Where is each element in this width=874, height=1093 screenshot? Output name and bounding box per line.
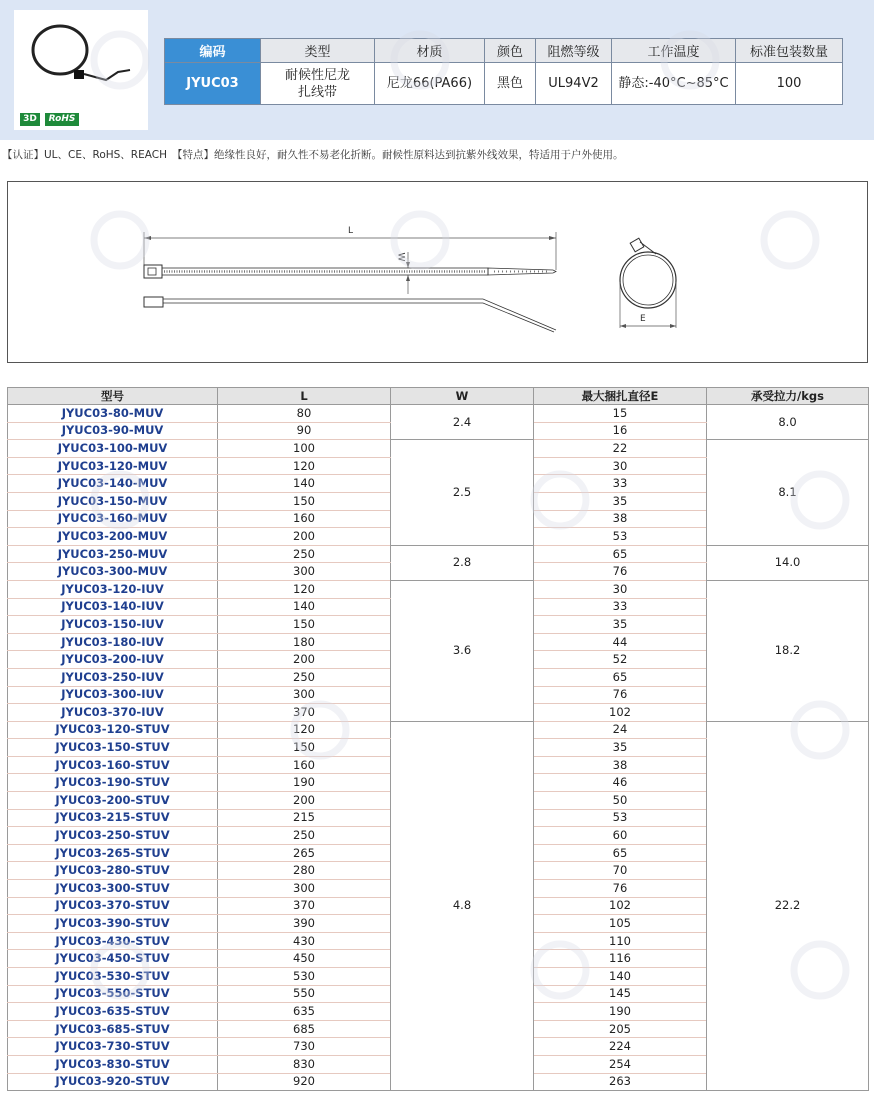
max-diameter-cell: 110 — [534, 932, 707, 950]
max-diameter-cell: 44 — [534, 633, 707, 651]
length-cell: 250 — [218, 668, 391, 686]
max-diameter-cell: 30 — [534, 580, 707, 598]
max-diameter-cell: 105 — [534, 915, 707, 933]
max-diameter-cell: 30 — [534, 457, 707, 475]
max-diameter-cell: 50 — [534, 792, 707, 810]
max-diameter-cell: 52 — [534, 651, 707, 669]
model-cell: JYUC03-100-MUV — [8, 440, 218, 458]
length-cell: 80 — [218, 405, 391, 423]
length-cell: 215 — [218, 809, 391, 827]
length-cell: 140 — [218, 475, 391, 493]
model-cell: JYUC03-265-STUV — [8, 844, 218, 862]
model-cell: JYUC03-90-MUV — [8, 422, 218, 440]
max-diameter-cell: 65 — [534, 844, 707, 862]
header-tensile-force: 承受拉力/kgs — [707, 388, 869, 405]
max-diameter-cell: 53 — [534, 809, 707, 827]
max-diameter-cell: 35 — [534, 739, 707, 757]
spec-header-type: 类型 — [261, 39, 375, 63]
spec-header-package-qty: 标准包装数量 — [736, 39, 843, 63]
rohs-badge: RoHS — [45, 113, 79, 126]
3d-badge: 3D — [20, 113, 40, 126]
model-cell: JYUC03-685-STUV — [8, 1020, 218, 1038]
length-cell: 120 — [218, 580, 391, 598]
max-diameter-cell: 38 — [534, 510, 707, 528]
model-cell: JYUC03-920-STUV — [8, 1073, 218, 1091]
product-header — [0, 0, 874, 140]
max-diameter-cell: 116 — [534, 950, 707, 968]
max-diameter-cell: 24 — [534, 721, 707, 739]
model-cell: JYUC03-160-STUV — [8, 756, 218, 774]
model-table-header — [8, 388, 869, 405]
max-diameter-cell: 15 — [534, 405, 707, 423]
max-diameter-cell: 33 — [534, 475, 707, 493]
cable-tie-drawing — [8, 182, 868, 363]
length-cell: 550 — [218, 985, 391, 1003]
length-cell: 300 — [218, 880, 391, 898]
model-cell: JYUC03-550-STUV — [8, 985, 218, 1003]
spec-header-code: 编码 — [165, 39, 261, 63]
cable-tie-loop-image — [14, 10, 148, 130]
model-cell: JYUC03-280-STUV — [8, 862, 218, 880]
model-table-body — [8, 405, 869, 1091]
model-cell: JYUC03-120-STUV — [8, 721, 218, 739]
length-cell: 150 — [218, 492, 391, 510]
length-cell: 190 — [218, 774, 391, 792]
spec-type: 耐候性尼龙扎线带 — [261, 63, 375, 105]
max-diameter-cell: 65 — [534, 545, 707, 563]
model-cell: JYUC03-300-IUV — [8, 686, 218, 704]
table-row — [8, 721, 869, 739]
max-diameter-cell: 76 — [534, 880, 707, 898]
length-cell: 300 — [218, 686, 391, 704]
model-cell: JYUC03-160-MUV — [8, 510, 218, 528]
length-cell: 120 — [218, 457, 391, 475]
table-row — [8, 405, 869, 423]
max-diameter-cell: 263 — [534, 1073, 707, 1091]
model-cell: JYUC03-215-STUV — [8, 809, 218, 827]
model-cell: JYUC03-150-IUV — [8, 616, 218, 634]
length-cell: 200 — [218, 528, 391, 546]
max-diameter-cell: 16 — [534, 422, 707, 440]
tensile-force-cell: 22.2 — [707, 721, 869, 1090]
max-diameter-cell: 76 — [534, 563, 707, 581]
spec-value-row — [165, 63, 843, 105]
model-cell: JYUC03-180-IUV — [8, 633, 218, 651]
max-diameter-cell: 33 — [534, 598, 707, 616]
table-row — [8, 440, 869, 458]
max-diameter-cell: 254 — [534, 1055, 707, 1073]
length-cell: 265 — [218, 844, 391, 862]
spec-header-color: 颜色 — [485, 39, 536, 63]
model-cell: JYUC03-140-IUV — [8, 598, 218, 616]
model-cell: JYUC03-390-STUV — [8, 915, 218, 933]
tensile-force-cell: 18.2 — [707, 580, 869, 721]
model-cell: JYUC03-450-STUV — [8, 950, 218, 968]
model-cell: JYUC03-300-STUV — [8, 880, 218, 898]
spec-header-material: 材质 — [375, 39, 485, 63]
spec-flame-rating: UL94V2 — [536, 63, 612, 105]
model-table — [7, 387, 869, 1091]
spec-code: JYUC03 — [165, 63, 261, 105]
tensile-force-cell: 8.1 — [707, 440, 869, 546]
max-diameter-cell: 35 — [534, 616, 707, 634]
max-diameter-cell: 53 — [534, 528, 707, 546]
width-cell: 4.8 — [391, 721, 534, 1090]
length-cell: 730 — [218, 1038, 391, 1056]
length-cell: 370 — [218, 704, 391, 722]
tensile-force-cell: 8.0 — [707, 405, 869, 440]
max-diameter-cell: 102 — [534, 897, 707, 915]
length-cell: 140 — [218, 598, 391, 616]
width-cell: 2.8 — [391, 545, 534, 580]
model-cell: JYUC03-250-MUV — [8, 545, 218, 563]
spec-color: 黑色 — [485, 63, 536, 105]
model-cell: JYUC03-120-IUV — [8, 580, 218, 598]
product-image — [14, 10, 148, 130]
length-cell: 530 — [218, 968, 391, 986]
table-row — [8, 580, 869, 598]
max-diameter-cell: 224 — [534, 1038, 707, 1056]
model-cell: JYUC03-635-STUV — [8, 1003, 218, 1021]
length-cell: 370 — [218, 897, 391, 915]
length-cell: 200 — [218, 651, 391, 669]
model-cell: JYUC03-140-MUV — [8, 475, 218, 493]
length-cell: 250 — [218, 545, 391, 563]
length-cell: 390 — [218, 915, 391, 933]
length-cell: 685 — [218, 1020, 391, 1038]
width-cell: 3.6 — [391, 580, 534, 721]
spec-header-temperature: 工作温度 — [612, 39, 736, 63]
model-cell: JYUC03-200-MUV — [8, 528, 218, 546]
model-cell: JYUC03-370-IUV — [8, 704, 218, 722]
model-cell: JYUC03-150-MUV — [8, 492, 218, 510]
model-cell: JYUC03-80-MUV — [8, 405, 218, 423]
max-diameter-cell: 140 — [534, 968, 707, 986]
width-cell: 2.5 — [391, 440, 534, 546]
model-cell: JYUC03-200-IUV — [8, 651, 218, 669]
model-cell: JYUC03-250-STUV — [8, 827, 218, 845]
model-cell: JYUC03-430-STUV — [8, 932, 218, 950]
certification-text: 【认证】UL、CE、RoHS、REACH — [2, 149, 167, 161]
tensile-force-cell: 14.0 — [707, 545, 869, 580]
header-width: W — [391, 388, 534, 405]
max-diameter-cell: 46 — [534, 774, 707, 792]
model-cell: JYUC03-370-STUV — [8, 897, 218, 915]
spec-package-qty: 100 — [736, 63, 843, 105]
model-cell: JYUC03-120-MUV — [8, 457, 218, 475]
length-cell: 250 — [218, 827, 391, 845]
model-cell: JYUC03-150-STUV — [8, 739, 218, 757]
spec-table — [164, 38, 843, 105]
dim-label-length: L — [348, 226, 354, 236]
width-cell: 2.4 — [391, 405, 534, 440]
max-diameter-cell: 70 — [534, 862, 707, 880]
length-cell: 280 — [218, 862, 391, 880]
length-cell: 160 — [218, 510, 391, 528]
length-cell: 430 — [218, 932, 391, 950]
spec-header-flame-rating: 阻燃等级 — [536, 39, 612, 63]
spec-material: 尼龙66(PA66) — [375, 63, 485, 105]
length-cell: 180 — [218, 633, 391, 651]
model-cell: JYUC03-300-MUV — [8, 563, 218, 581]
length-cell: 100 — [218, 440, 391, 458]
length-cell: 200 — [218, 792, 391, 810]
dim-label-width: W — [395, 252, 406, 262]
max-diameter-cell: 190 — [534, 1003, 707, 1021]
length-cell: 830 — [218, 1055, 391, 1073]
max-diameter-cell: 60 — [534, 827, 707, 845]
technical-drawing — [7, 181, 868, 363]
max-diameter-cell: 102 — [534, 704, 707, 722]
model-cell: JYUC03-250-IUV — [8, 668, 218, 686]
model-cell: JYUC03-190-STUV — [8, 774, 218, 792]
model-cell: JYUC03-200-STUV — [8, 792, 218, 810]
features-text: 【特点】绝缘性良好，耐久性不易老化折断。耐候性原料达到抗紫外线效果，特适用于户外使用。 — [172, 149, 624, 161]
model-cell: JYUC03-830-STUV — [8, 1055, 218, 1073]
length-cell: 635 — [218, 1003, 391, 1021]
length-cell: 160 — [218, 756, 391, 774]
header-model: 型号 — [8, 388, 218, 405]
header-max-diameter: 最大捆扎直径E — [534, 388, 707, 405]
length-cell: 920 — [218, 1073, 391, 1091]
length-cell: 300 — [218, 563, 391, 581]
max-diameter-cell: 76 — [534, 686, 707, 704]
spec-header-row — [165, 39, 843, 63]
max-diameter-cell: 145 — [534, 985, 707, 1003]
length-cell: 120 — [218, 721, 391, 739]
length-cell: 150 — [218, 616, 391, 634]
header-length: L — [218, 388, 391, 405]
model-cell: JYUC03-530-STUV — [8, 968, 218, 986]
spec-temperature: 静态:-40°C~85°C — [612, 63, 736, 105]
model-cell: JYUC03-730-STUV — [8, 1038, 218, 1056]
table-row — [8, 545, 869, 563]
max-diameter-cell: 35 — [534, 492, 707, 510]
max-diameter-cell: 205 — [534, 1020, 707, 1038]
length-cell: 150 — [218, 739, 391, 757]
dim-label-diameter: E — [640, 314, 646, 324]
max-diameter-cell: 22 — [534, 440, 707, 458]
max-diameter-cell: 38 — [534, 756, 707, 774]
length-cell: 90 — [218, 422, 391, 440]
length-cell: 450 — [218, 950, 391, 968]
max-diameter-cell: 65 — [534, 668, 707, 686]
